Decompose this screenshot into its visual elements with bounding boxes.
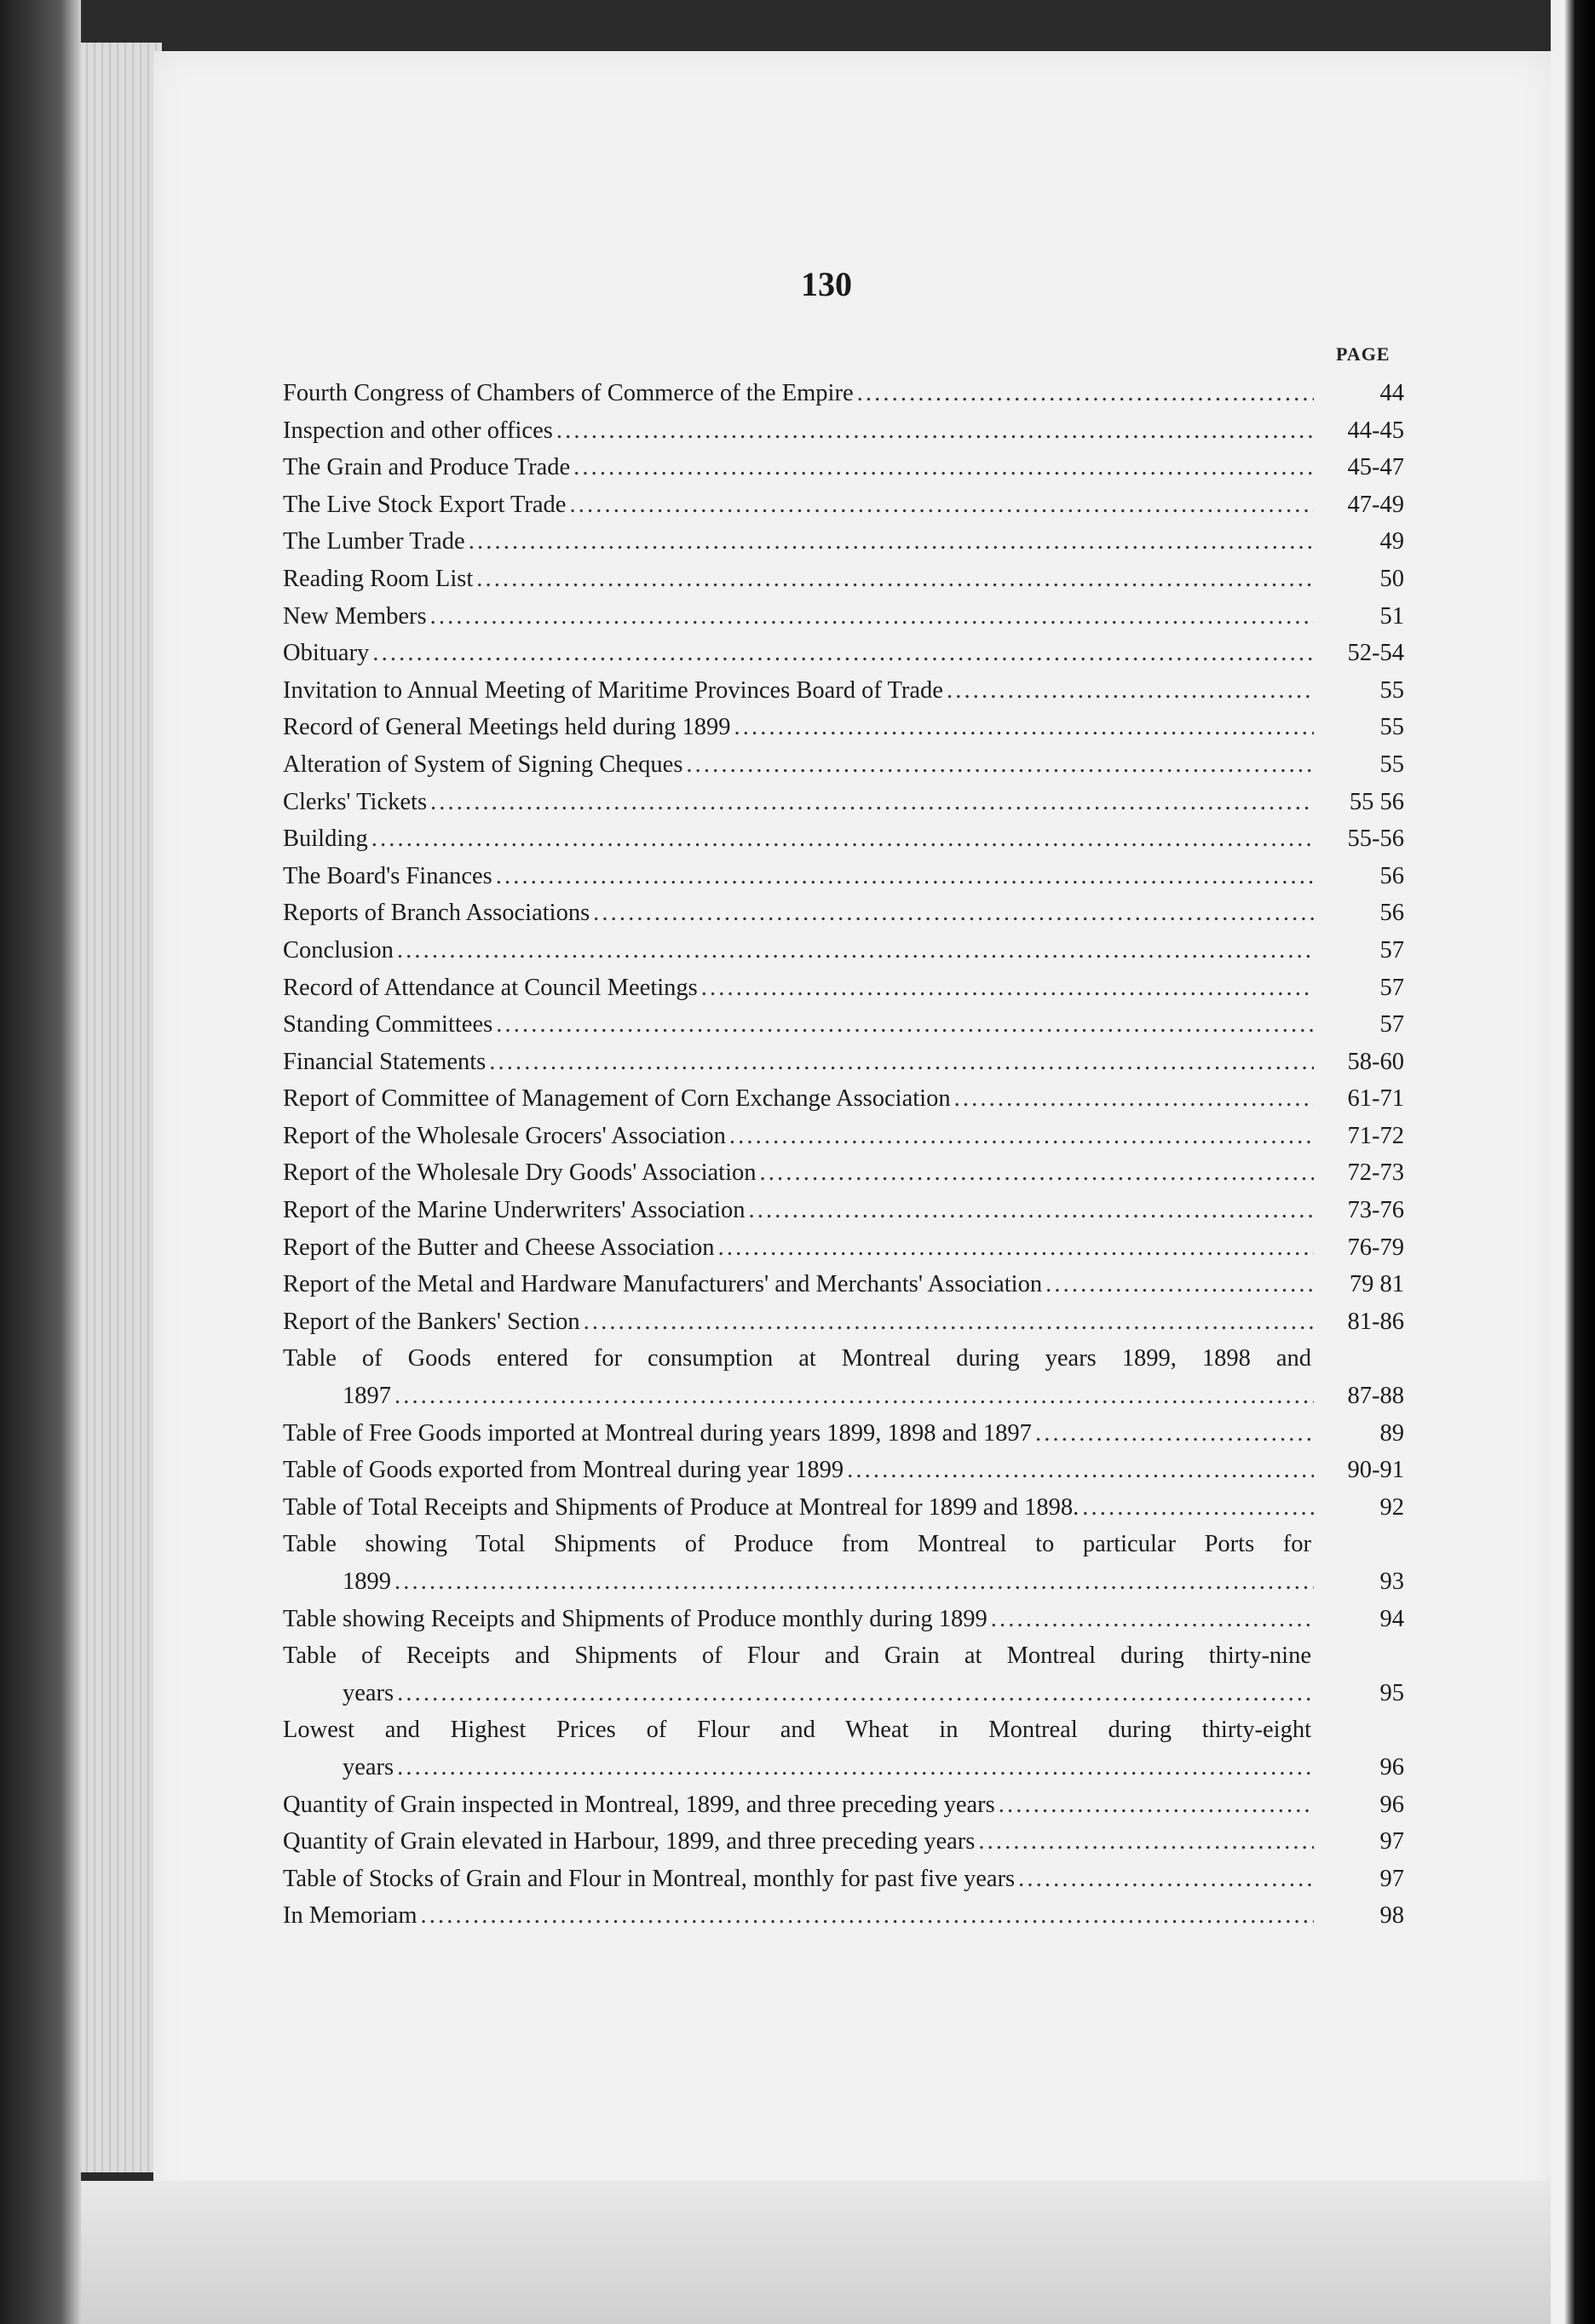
- toc-entry-page: 55-56: [1347, 825, 1404, 853]
- toc-entry-title: The Lumber Trade: [283, 528, 465, 555]
- toc-entry-page: 95: [1379, 1679, 1404, 1706]
- dot-leader: [394, 1563, 1314, 1601]
- toc-entry: [283, 1266, 1404, 1303]
- toc-entry: [283, 1192, 1404, 1229]
- toc-entry-page: 55: [1379, 751, 1404, 778]
- dot-leader: [397, 932, 1314, 969]
- toc-entry-page: 90-91: [1347, 1457, 1404, 1484]
- dot-leader: [371, 820, 1314, 858]
- toc-entry-page: 79 81: [1349, 1271, 1404, 1298]
- toc-entry-title: Reports of Branch Associations: [283, 900, 590, 927]
- dot-leader: [1018, 1861, 1314, 1898]
- toc-entry-page: 61-71: [1347, 1085, 1404, 1113]
- toc-entry-page: 92: [1379, 1493, 1404, 1521]
- scan-bottom-margin: [81, 2181, 1551, 2324]
- dot-leader: [749, 1192, 1314, 1229]
- toc-entry-page: 93: [1379, 1568, 1404, 1595]
- toc-entry: [283, 635, 1404, 672]
- toc-entry-page: 55: [1379, 714, 1404, 741]
- toc-entry-page: 96: [1379, 1753, 1404, 1780]
- scan-dark-edge-left: [0, 0, 81, 2324]
- dot-leader: [593, 895, 1314, 932]
- toc-entry: [283, 1006, 1404, 1044]
- dot-leader: [584, 1303, 1314, 1341]
- dot-leader: [397, 1675, 1314, 1712]
- toc-entry-title: Lowest and Highest Prices of Flour and Wheat in Montreal during thirty-eight: [283, 1717, 1311, 1744]
- toc-entry-continuation: [283, 1749, 1404, 1786]
- dot-leader: [701, 969, 1314, 1007]
- toc-entry: [283, 1118, 1404, 1155]
- toc-entry-title: Standing Committees: [283, 1011, 493, 1038]
- dot-leader: [999, 1786, 1314, 1824]
- toc-entry-page: 96: [1379, 1791, 1404, 1818]
- toc-entry-title: Obituary: [283, 640, 370, 667]
- dot-leader: [489, 1044, 1314, 1081]
- toc-entry-page: 44-45: [1347, 417, 1404, 444]
- toc-entry-title: Conclusion: [283, 936, 394, 964]
- toc-entry-title: Clerks' Tickets: [283, 788, 428, 815]
- toc-entry-page: 51: [1379, 602, 1404, 630]
- toc-entry-title: Quantity of Grain elevated in Harbour, 1899, and three preceding years: [283, 1828, 976, 1855]
- toc-entry: [283, 1229, 1404, 1267]
- toc-entry-title: In Memoriam: [283, 1902, 417, 1930]
- toc-entry-title: The Board's Finances: [283, 862, 492, 889]
- toc-entry-title: Table of Total Receipts and Shipments of Produce at Montreal for 1899 and 1898.: [283, 1493, 1080, 1521]
- toc-entry-page: 97: [1379, 1828, 1404, 1855]
- toc-entry: [283, 709, 1404, 746]
- dot-leader: [760, 1154, 1314, 1192]
- toc-entry: [283, 1601, 1404, 1638]
- toc-entry-title: Inspection and other offices: [283, 417, 553, 444]
- toc-entry-title: Table of Receipts and Shipments of Flour and Grain at Montreal during thirty-nine: [283, 1642, 1311, 1670]
- toc-entry-page: 57: [1379, 936, 1404, 964]
- toc-entry-title: The Live Stock Export Trade: [283, 491, 567, 518]
- toc-entry-continuation: [283, 1563, 1404, 1601]
- toc-entry-page: 73-76: [1347, 1197, 1404, 1224]
- page-column-label: PAGE: [1336, 343, 1391, 365]
- toc-entry-title: Fourth Congress of Chambers of Commerce of the Empire: [283, 380, 854, 406]
- toc-entry: [283, 1823, 1404, 1861]
- toc-entry-title: Invitation to Annual Meeting of Maritime Provinces Board of Trade: [283, 676, 943, 704]
- toc-entry-title: Table showing Total Shipments of Produce from Montreal to particular Ports for: [283, 1531, 1311, 1558]
- toc-entry: [283, 1303, 1404, 1341]
- toc-entry-title: Report of Committee of Management of Corn Exchange Association: [283, 1085, 951, 1113]
- toc-entry-title: Record of General Meetings held during 1899: [283, 714, 731, 741]
- dot-leader: [421, 1897, 1314, 1935]
- dot-leader: [573, 449, 1314, 486]
- toc-entry-title: Report of the Marine Underwriters' Association: [283, 1197, 746, 1224]
- dot-leader: [397, 1749, 1314, 1786]
- toc-entry-title: Report of the Metal and Hardware Manufacturers' and Merchants' Association: [283, 1271, 1043, 1298]
- page-number: 130: [801, 265, 852, 303]
- toc-entry: [283, 598, 1404, 636]
- toc-entry-title: New Members: [283, 602, 427, 630]
- toc-entry: [283, 1340, 1404, 1414]
- dot-leader: [556, 412, 1314, 450]
- toc-entry: [283, 1080, 1404, 1118]
- dot-leader: [496, 858, 1314, 895]
- toc-entry-title-continued: years: [343, 1753, 394, 1780]
- toc-entry-page: 57: [1379, 1011, 1404, 1038]
- toc-entry-title: Building: [283, 825, 368, 853]
- dot-leader: [857, 375, 1314, 412]
- toc-entry-page: 71-72: [1347, 1122, 1404, 1149]
- dot-leader: [496, 1006, 1314, 1044]
- toc-entry-page: 44: [1379, 380, 1404, 406]
- dot-leader: [469, 523, 1314, 561]
- dot-leader: [1082, 1489, 1314, 1527]
- toc-entry-title: Report of the Wholesale Dry Goods' Association: [283, 1159, 757, 1187]
- page-stack-edges: [81, 43, 162, 2172]
- toc-entry-title-continued: 1897: [343, 1383, 391, 1410]
- toc-entry-page: 89: [1379, 1419, 1404, 1447]
- toc-entry: [283, 1711, 1404, 1786]
- dot-leader: [991, 1601, 1314, 1638]
- dot-leader: [476, 561, 1314, 598]
- dot-leader: [954, 1080, 1314, 1118]
- toc-entry-title: Table of Goods exported from Montreal during year 1899: [283, 1457, 844, 1484]
- table-of-contents: [283, 375, 1404, 1935]
- toc-entry-page: 98: [1379, 1902, 1404, 1930]
- toc-entry-page: 57: [1379, 974, 1404, 1001]
- toc-entry-page: 94: [1379, 1605, 1404, 1632]
- toc-entry-title: Report of the Butter and Cheese Association: [283, 1234, 715, 1261]
- toc-entry-page: 45-47: [1347, 454, 1404, 481]
- toc-entry-title: Report of the Bankers' Section: [283, 1308, 580, 1335]
- toc-entry-page: 56: [1379, 862, 1404, 889]
- toc-entry-page: 58-60: [1347, 1048, 1404, 1075]
- toc-entry-page: 87-88: [1347, 1383, 1404, 1410]
- toc-entry-page: 81-86: [1347, 1308, 1404, 1335]
- dot-leader: [847, 1452, 1314, 1489]
- toc-entry: [283, 932, 1404, 969]
- toc-entry-title: Table showing Receipts and Shipments of Produce monthly during 1899: [283, 1605, 988, 1632]
- dot-leader: [718, 1229, 1314, 1267]
- toc-entry: [283, 375, 1404, 412]
- toc-entry: [283, 561, 1404, 598]
- dot-leader: [372, 635, 1314, 672]
- toc-entry: [283, 1452, 1404, 1489]
- toc-entry: [283, 1637, 1404, 1711]
- toc-entry: [283, 895, 1404, 932]
- scan-dark-edge-right: [1551, 0, 1595, 2324]
- toc-entry: [283, 1044, 1404, 1081]
- toc-entry: [283, 1154, 1404, 1192]
- toc-entry: [283, 1489, 1404, 1527]
- toc-entry-title: Alteration of System of Signing Cheques: [283, 751, 683, 778]
- toc-entry: [283, 746, 1404, 784]
- toc-entry: [283, 1415, 1404, 1452]
- toc-entry-title-continued: years: [343, 1679, 394, 1706]
- toc-entry-title: Quantity of Grain inspected in Montreal, 1899, and three preceding years: [283, 1791, 995, 1818]
- toc-entry-page: 76-79: [1347, 1234, 1404, 1261]
- toc-entry-title: Financial Statements: [283, 1048, 487, 1075]
- toc-entry-title: The Grain and Produce Trade: [283, 454, 571, 481]
- toc-entry-continuation: [283, 1378, 1404, 1415]
- dot-leader: [430, 598, 1314, 636]
- toc-entry-title: Table of Free Goods imported at Montreal during years 1899, 1898 and 1897: [283, 1419, 1032, 1447]
- toc-entry-page: 52-54: [1347, 640, 1404, 667]
- dot-leader: [430, 784, 1314, 821]
- toc-entry-title: Table of Goods entered for consumption at Montreal during years 1899, 1898 and: [283, 1345, 1311, 1372]
- toc-entry: [283, 412, 1404, 450]
- toc-entry-page: 55: [1379, 676, 1404, 704]
- toc-entry: [283, 784, 1404, 821]
- dot-leader: [978, 1823, 1314, 1861]
- dot-leader: [729, 1118, 1314, 1155]
- toc-entry: [283, 523, 1404, 561]
- toc-entry-title: Reading Room List: [283, 565, 474, 592]
- dot-leader: [1035, 1415, 1314, 1452]
- dot-leader: [947, 672, 1314, 710]
- toc-entry-continuation: [283, 1675, 1404, 1712]
- toc-entry: [283, 486, 1404, 524]
- dot-leader: [1045, 1266, 1314, 1303]
- toc-entry: [283, 449, 1404, 486]
- dot-leader: [686, 746, 1314, 784]
- dot-leader: [394, 1378, 1314, 1415]
- dot-leader: [734, 709, 1314, 746]
- toc-entry-page: 97: [1379, 1865, 1404, 1892]
- toc-entry-page: 55 56: [1349, 788, 1404, 815]
- toc-entry-page: 50: [1379, 565, 1404, 592]
- toc-entry-page: 72-73: [1347, 1159, 1404, 1187]
- toc-entry-title-continued: 1899: [343, 1568, 391, 1595]
- toc-entry: [283, 969, 1404, 1007]
- toc-entry-title: Report of the Wholesale Grocers' Association: [283, 1122, 726, 1149]
- dot-leader: [569, 486, 1314, 524]
- toc-entry-page: 49: [1379, 528, 1404, 555]
- toc-entry-title: Table of Stocks of Grain and Flour in Montreal, monthly for past five years: [283, 1865, 1016, 1892]
- toc-entry-title: Record of Attendance at Council Meetings: [283, 974, 698, 1001]
- toc-entry: [283, 1861, 1404, 1898]
- toc-entry: [283, 820, 1404, 858]
- toc-entry: [283, 1897, 1404, 1935]
- toc-entry: [283, 858, 1404, 895]
- toc-entry: [283, 1786, 1404, 1824]
- toc-entry: [283, 1526, 1404, 1600]
- toc-entry-page: 56: [1379, 900, 1404, 927]
- toc-entry-page: 47-49: [1347, 491, 1404, 518]
- toc-entry: [283, 672, 1404, 710]
